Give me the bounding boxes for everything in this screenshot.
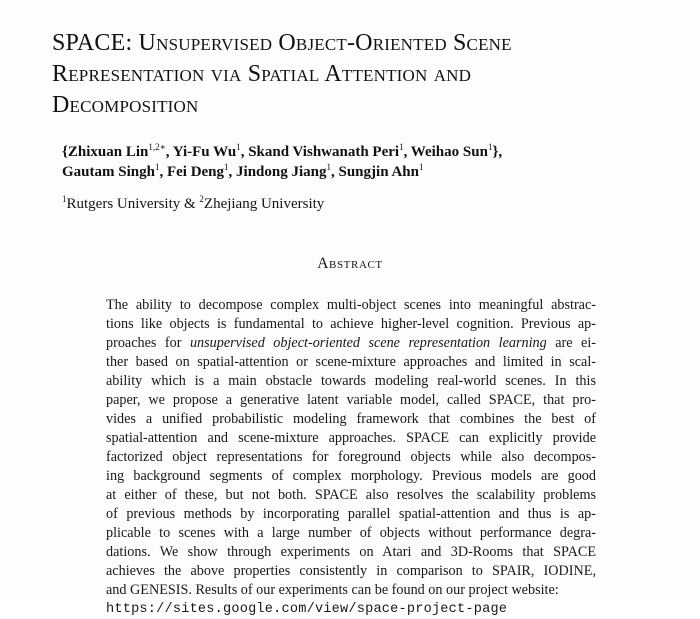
abstract-line: ability which is a main obstacle towards modeling real-world scenes. In this bbox=[106, 373, 596, 389]
author-name: , Fei Deng bbox=[159, 164, 225, 180]
title-line: Decomposition bbox=[52, 92, 199, 118]
project-website-link[interactable]: https://sites.google.com/view/space-project-page bbox=[106, 602, 508, 617]
abstract-line: spatial-attention and scene-mixture approaches. SPACE can explicitly provide bbox=[106, 430, 596, 446]
abstract-line bbox=[106, 334, 596, 353]
affiliation-text: Rutgers University & bbox=[66, 196, 200, 212]
author-affiliation-mark: 1 bbox=[154, 162, 160, 172]
author-name: , Weihao Sun bbox=[403, 144, 488, 160]
affiliation-mark: 1 bbox=[62, 194, 67, 204]
author-affiliation-mark: 1 bbox=[418, 162, 424, 172]
author-affiliation-mark: 1 bbox=[224, 162, 229, 172]
author-brace: }, bbox=[492, 144, 503, 160]
abstract-text: are ei- bbox=[546, 335, 596, 351]
affiliation-text: Zhejiang University bbox=[203, 196, 325, 212]
author-name: , Skand Vishwanath Peri bbox=[240, 144, 400, 160]
author-list bbox=[62, 142, 662, 182]
author-affiliation-mark: 1 bbox=[326, 162, 331, 172]
abstract-text: proaches for bbox=[106, 335, 190, 351]
affiliation-mark: 2 bbox=[199, 194, 204, 204]
paper-title bbox=[52, 28, 672, 121]
abstract-line: vides a unified probabilistic modeling framework that combines the best of bbox=[106, 411, 596, 427]
abstract-line: and GENESIS. Results of our experiments can be found on our project website: bbox=[106, 582, 559, 598]
title-line: Representation via Spatial Attention and bbox=[52, 61, 472, 87]
abstract-line: paper, we propose a generative latent variable model, called SPACE, that pro- bbox=[106, 392, 596, 408]
title-line: SPACE: Unsupervised Object-Oriented Scene bbox=[52, 30, 512, 56]
author-affiliation-mark: 1 bbox=[236, 142, 241, 152]
abstract-line: ther based on spatial-attention or scene-mixture approaches and limited in scal- bbox=[106, 354, 596, 370]
abstract-line: factorized object representations for foreground objects while also decompos- bbox=[106, 449, 596, 465]
abstract-line: tions like objects is fundamental to achieve higher-level cognition. Previous ap- bbox=[106, 316, 596, 332]
author-name: {Zhixuan Lin bbox=[62, 144, 149, 160]
abstract-line: at either of these, but not both. SPACE also resolves the scalability problems bbox=[106, 487, 596, 503]
abstract-line: dations. We show through experiments on Atari and 3D-Rooms that SPACE bbox=[106, 544, 596, 560]
author-name: , Jindong Jiang bbox=[228, 164, 327, 180]
abstract-line: achieves the above properties consistently in comparison to SPAIR, IODINE, bbox=[106, 563, 596, 579]
abstract-line: plicable to scenes with a large number of objects without performance degra- bbox=[106, 525, 596, 541]
abstract-line: of previous methods by incorporating parallel spatial-attention and thus is ap- bbox=[106, 506, 596, 522]
abstract-line: The ability to decompose complex multi-object scenes into meaningful abstrac- bbox=[106, 297, 596, 313]
author-name: , Yi-Fu Wu bbox=[165, 144, 237, 160]
author-affiliation-mark: 1 bbox=[487, 142, 493, 152]
abstract-line: ing background segments of complex morphology. Previous models are good bbox=[106, 468, 596, 484]
author-affiliation-mark: 1 bbox=[399, 142, 404, 152]
author-name: , Sungjin Ahn bbox=[331, 164, 419, 180]
author-line-2 bbox=[62, 162, 662, 182]
abstract-body bbox=[106, 296, 596, 619]
affiliations bbox=[62, 194, 324, 214]
author-affiliation-mark: 1,2∗ bbox=[148, 142, 166, 152]
abstract-emphasis: unsupervised object-oriented scene representation learning bbox=[189, 335, 547, 351]
abstract-heading: Abstract bbox=[317, 255, 383, 272]
author-name: Gautam Singh bbox=[62, 164, 155, 180]
author-line-1 bbox=[62, 142, 662, 162]
